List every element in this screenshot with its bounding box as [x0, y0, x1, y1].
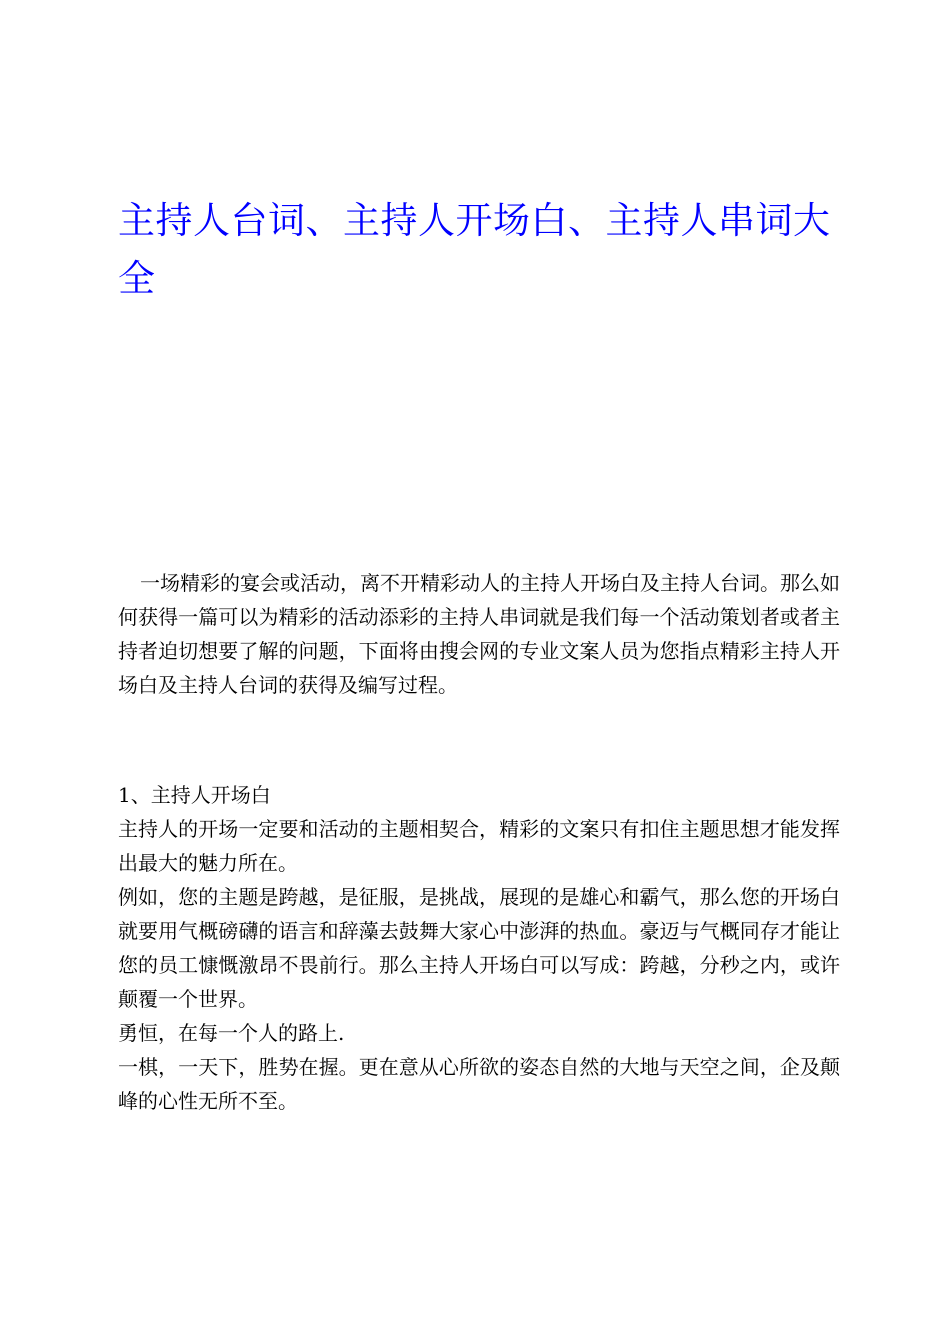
section-paragraph: 主持人的开场一定要和活动的主题相契合，精彩的文案只有扣住主题思想才能发挥出最大的魅力所在。: [118, 817, 840, 875]
document-title: 主持人台词、主持人开场白、主持人串词大全: [118, 199, 831, 300]
intro-section: [118, 566, 840, 702]
intro-paragraph: 一场精彩的宴会或活动，离不开精彩动人的主持人开场白及主持人台词。那么如何获得一篇可以为精彩的活动添彩的主持人串词就是我们每一个活动策划者或者主持者迫切想要了解的问题，下面将由搜会网的专业文案人员为您指点精彩主持人开场白及主持人台词的获得及编写过程。: [118, 571, 840, 697]
section-paragraph: 例如，您的主题是跨越，是征服，是挑战，展现的是雄心和霸气，那么您的开场白就要用气概磅礴的语言和辞藻去鼓舞大家心中澎湃的热血。豪迈与气概同存才能让您的员工慷慨激昂不畏前行。那么主持人开场白可以写成：跨越，分秒之内，或许颠覆一个世界。: [118, 885, 840, 1011]
section-paragraph: 一棋，一天下，胜势在握。更在意从心所欲的姿态自然的大地与天空之间，企及颠峰的心性无所不至。: [118, 1055, 840, 1113]
section-opening-remarks: [118, 778, 840, 1118]
section-heading: 1、主持人开场白: [118, 783, 271, 807]
section-paragraph: 勇恒，在每一个人的路上.: [118, 1021, 345, 1045]
